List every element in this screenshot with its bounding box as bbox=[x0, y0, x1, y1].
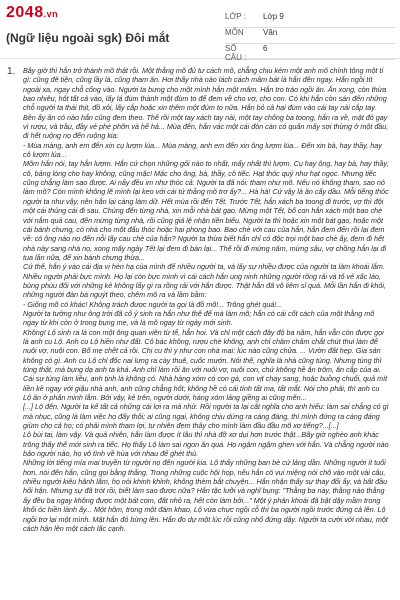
passage-paragraph: Không! Lộ sinh ra là con một ông quan viên từ tế, hẳn hoi. Và chỉ một cách đây độ ba năm, hắn vẫn còn được gọi là anh cu Lộ. Anh cu Lộ hiền như đất. Cô bác không, rượu chè không, anh chỉ chăm chăm chắt chút thui làm để nuôi vợ, nuôi con. Bố mẹ chết cả rồi. Chị cu thì y như con nhà mai: lúc nào cũng chửa. ... Vườn đất hẹp. Gia sản không có gì. Anh cu Lộ chỉ đốc nai lưng ra cày thuê, cuốc mướn. Nói thế, nghĩa là nhà cũng túng. Nhưng túng thì túng thật, mà bụng dạ anh ta khá. Anh chỉ làm rồi ăn với nuôi vợ, nuôi con, chứ không hề ăn trộm, ăn cắp của ai. Cái sự túng làm liều, anh tịnh là không có. Nhà hàng xóm có con gà, con vịt chạy sang, hoặc buồng chuối, quả mít liền kề ngay với giậu nhà anh, anh cũng chẳng hốt; không hề có cái tính tất ma, tất mắt. Nói cho phải, thì anh cu Lộ ăn ở phân minh lắm. Bởi vậy, kẻ trên, người dưới, hàng xóm láng giềng ai cũng mến... bbox=[23, 327, 388, 403]
question-number: 1. bbox=[7, 66, 16, 77]
question-passage bbox=[23, 66, 389, 533]
meta-key: MÔN bbox=[225, 28, 244, 37]
passage-paragraph: Những lời tiếng mía mai truyền từ người nọ đến người kia. Lộ thấy những ban bè cứ lảng dần. Những người ít tuổi hơn, nói đến hắn, cũng gọi bằng thằng. Trong những cuộc hội họp, nếu hắn có vui miệng nói chõ vào một vài câu, nhiều người kiêu hãnh lắm, họ nói khinh khỉnh, không thèm bắt chuyện... Hắn nhận thấy sự thay đổi ấy, và bất đầu hối hận. Nhưng sự đã trót rồi, biết làm sao được nữa? Hắn tặc lưỡi và nghĩ bụng: "Thằng ba này, thằng nào thằng ấy đều ba ngay không được một bát com, đất nhỏ ra, hết còn làm bởi..." Một ý phản khoái đã bật dậy mầm trong khối óc hiền lành ấy... Một hôm, trong một đám khao, Lộ vừa chực ngồi cỗ thì ba người ngồi trước đứng cả lên. Lộ ngồi trơ lại một mình. Mặt hắn đỏ bừng lên. Hắn đo dự một lúc rồi cũng nhổ đứng dậy. Người ta cười với nhau, một cách hân lên một cách lấc cạnh. bbox=[23, 458, 388, 533]
meta-row-subject bbox=[225, 28, 395, 44]
logo-main: 2048 bbox=[6, 4, 44, 21]
meta-table bbox=[225, 12, 395, 60]
passage-paragraph: Cứ thế, hắn ý vào cái địa vị hèn hạ của mình để nhiều người ta, và lấy sự nhiều được của người ta làm khoái lắm. Nhiều người phải bực mình. Họ lại còn bực mình vì cái cách hắn ung ninh những người rõng rải và tố vẻ xấc láo, bùng phùu đối với những kẻ không lấy gì ra rõng rải với hắn được. Thật hắn đã vô liêm sỉ quá. Mỗi lần hắn đi khỏi, những người đàn bà nguýt theo, chêm mõ ra và lầm bầm: bbox=[23, 262, 386, 300]
page-title: (Ngữ liệu ngoài sgk) Đôi mắt bbox=[6, 31, 170, 45]
meta-value: 6 bbox=[263, 44, 268, 53]
meta-value: Lớp 9 bbox=[263, 12, 284, 21]
passage-paragraph: Bây giờ thì hắn trở thành mõ thật rồi. Một thằng mõ đủ tư cách mõ, chẳng chịu kém một anh mõ chính tông một tí gì: cũng đê tiện, cũng lầy là, cũng tham ăn. Hơi thấy nhà nào lách cách mâm bát là hắn đến ngay. Hắn ngồi tít ngoài xa, ngay chỗ cổng vào. Người ta bưng cho một mình hắn một mâm. Hắn tro tráo ngồi ăn. Ăn xong, còn thừa bao nhiêu, hốt tất cả vào, lấy lá đùm thành một đùm to để đem về cho vợ, cho con. Có khi hắn còn sán đến những chỗ người ta thái thịt, đồ xôi, lấy cắp hoặc xin thêm một đùm to nữa. Hắn bỏ cả hai đùm vào cái tay nải cắp tay. Bên ấy ăn có nào hắn cũng đem theo. Thế rồi một tay xách tay nải, một tay chống ba toong, hắn ra về, mặt đỏ gay vì rượu, và trầu, đầy vẻ phè phỡn và hể hả... Mùa đến, hắn vác một cái đòn càn có quấn mấy sợi thừng ở một đầu, đi hết ruộng nọ đến ruộng kia: bbox=[23, 66, 389, 141]
passage-paragraph: Lộ bùi tai, làm vậy. Và quả nhiên, hắn làm được ít lâu thì nhà đỡ xơ dụi hơn trước thật...Bây giờ nghèo anh khác trông thấy thế mới sinh ra tiếc. Họ thấy Lộ làm sai ngon ăn quá. Họ ngậm ngậm ghen với hắn. Và chẳng người nào bảo người nào, họ vô tình về hùa với nhau để ghét thù. bbox=[23, 430, 389, 459]
meta-key: LỚP : bbox=[225, 12, 246, 21]
meta-row-question-count bbox=[225, 44, 395, 60]
passage-paragraph: Mõm hắn nói, tay hắn lượm. Hắn cứ chọn những gối nào to nhất, mẩy nhất thì lượm. Cụ hay ông, hay bà, hay thầy, cô, bảng lòng cho hay không, cũng mặc! Mặc cho ông, bà, thầy, cô tiếc. Hạt thóc quý như hạt ngọc. Nhưng tiếc cũng chẳng làm sao được. Ai nấy đều im như thóc cả. Người ta đã nói: tham như mõ. Nếu nó không tham, sao nó làm mõ? Còn mình không lẽ mình lại keo với cái tứ thằng mõ trơ ấy?... Hà hà! Cứ vậy là ăn cấy dầu. Mỗi tiếng thóc người ta như vậy, nên hắn lại càng làm dữ. Hết mùa rồi đến Tết. Trước Tết, hắn xách ba toong đi trước, vợ thì đội một cái thúng cái đi sau. Chúng đến từng nhà, xin mỗi nhà bát gạo. Mừng một Tết, bố con hắn xách một bao chè với nắm quả cau, đến mừng từng nhà, rồi cũng giả lệ nhận tiền biếu. Người ta thì hoặc xin một bát gạo, hoặc một cái bánh chưng, có nhà cho một đấu thóc hoặc hai phong bao. Bao chè với cau của hắn, hắn đem đến rồi lại đem về: có ông nào nọ đến nỗi lấy cau chè của hắn? Người ta thừa biết hắn chỉ có độc trọi một bao chè ấy, đem đi hết nhà này sang nhà nọ, xong mấy ngày Tết lại đem đi bán lại... Thế rồi đi mừng năm, mừng sâu, vợ chồng hắn lại đi tua lần nữa, để xin bánh chưng thừa... bbox=[23, 159, 389, 262]
passage-paragraph: - Mùa màng, anh em đến xin cụ lượm lúa... Mùa màng, anh em đến xin ông lượm lúa... Đến xin bà, hay thầy, hay cô lượm lúa... bbox=[23, 140, 382, 160]
meta-row-class bbox=[225, 12, 395, 28]
site-logo[interactable] bbox=[6, 4, 58, 22]
meta-key: SỐ CÂU : bbox=[225, 44, 247, 62]
page-header bbox=[0, 0, 400, 62]
meta-value: Văn bbox=[263, 28, 278, 37]
logo-tld: .vn bbox=[43, 9, 59, 19]
passage-paragraph: Người ta tưởng như ông trời đã cố ý sinh ra hắn như thế để mà làm mõ; hắn có cái cốt cách của một thằng mõ ngay từ khi còn ở trong bụng mẹ, và là mõ ngay từ ngày mới sinh. bbox=[23, 308, 375, 328]
passage-paragraph: - Giống mõ có khác! Không trách được người ta gọi là đồ mõ!... Trông ghét quá!... bbox=[23, 299, 283, 309]
passage-paragraph: [...] Lộ đến. Người ta kể tất cả những cái lợi ra mà nhử. Rồi người ta lại cắt nghĩa cho anh hiểu: làm sai chẳng có gì mà nhục, cũng là làm việc họ đấy thôi; ai cũng ngại, không chịu dứng ra cáng đáng, thì mình đứng ra cáng đáng giùm cho cả họ; có phải mình tham lợi, tự nhiên đem thây cho mình làm đầu đầu mõ xơ tiếng?...[...] bbox=[23, 402, 389, 431]
